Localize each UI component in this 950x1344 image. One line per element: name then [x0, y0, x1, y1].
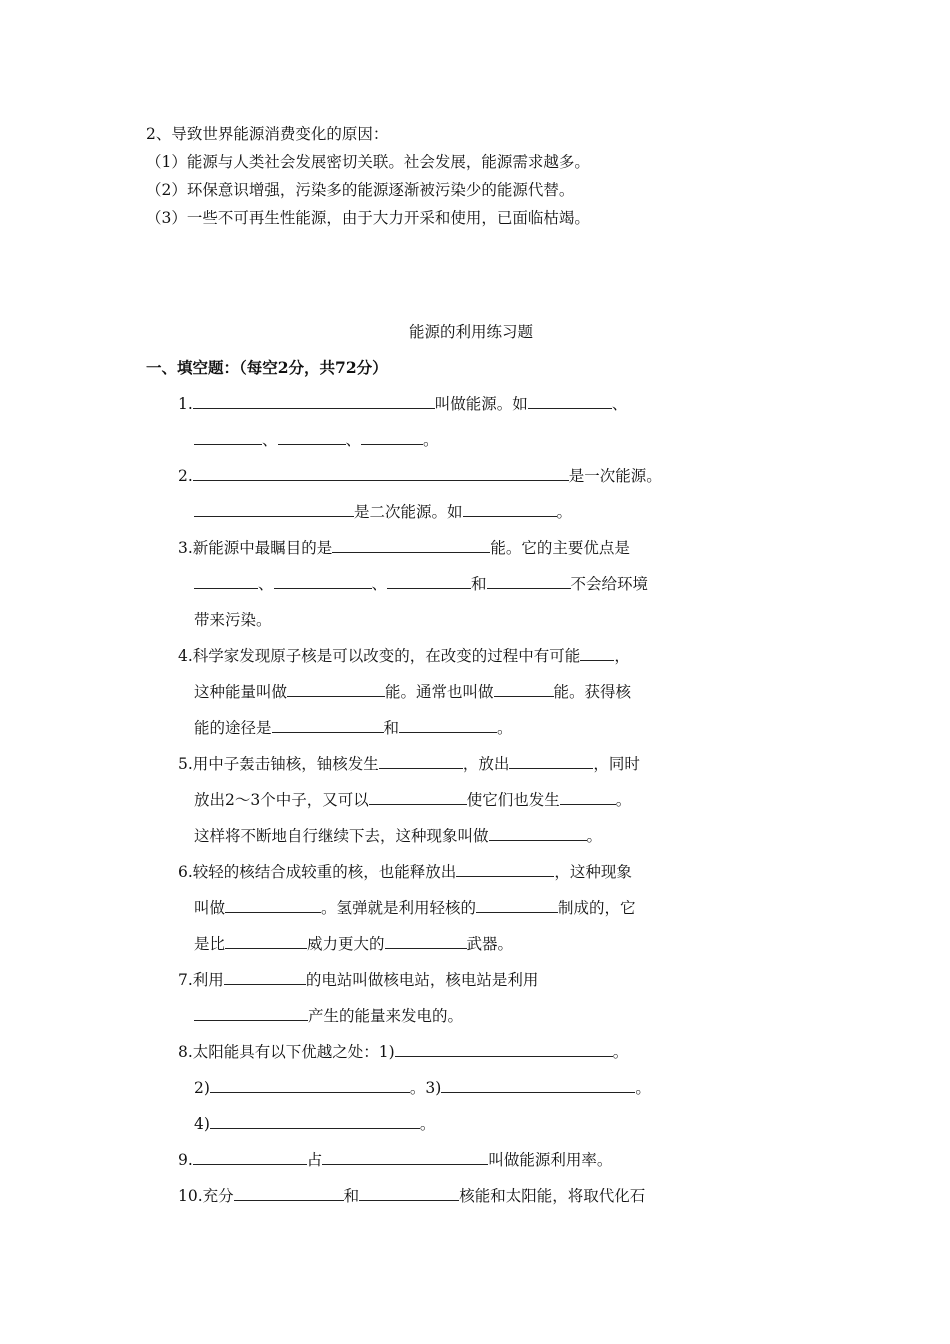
answer-blank[interactable] — [322, 1150, 488, 1165]
question-text: 。氢弹就是利用轻核的 — [321, 899, 477, 917]
answer-blank[interactable] — [387, 574, 471, 589]
intro-line-2 — [146, 152, 590, 172]
answer-blank[interactable] — [274, 574, 372, 589]
question-text: 、 — [258, 575, 274, 593]
question-text: 。 — [419, 1115, 436, 1133]
answer-blank[interactable] — [272, 718, 384, 733]
question-6-line-1 — [178, 862, 632, 882]
question-text: 和 — [471, 575, 487, 593]
answer-blank[interactable] — [580, 646, 614, 661]
question-text: 叫做能源。如 — [434, 395, 528, 413]
answer-blank[interactable] — [210, 1078, 410, 1093]
question-text: 占 — [306, 1151, 323, 1169]
question-3-line-1 — [178, 538, 630, 558]
question-8-line-2 — [194, 1078, 651, 1098]
answer-blank[interactable] — [528, 394, 612, 409]
question-4-line-1 — [178, 646, 630, 666]
question-text: 利用 — [192, 971, 224, 989]
answer-blank[interactable] — [441, 1078, 635, 1093]
question-4-line-2 — [194, 682, 631, 702]
question-text: 、 — [611, 395, 628, 413]
question-text: 放出2～3个中子，又可以 — [194, 791, 369, 809]
answer-blank[interactable] — [489, 826, 587, 841]
answer-blank[interactable] — [194, 502, 354, 517]
question-7-line-2 — [194, 1006, 463, 1026]
question-text: 。 — [556, 503, 573, 521]
question-text: 。 — [615, 791, 632, 809]
question-text: 武器。 — [466, 935, 514, 953]
intro-text-2: （1）能源与人类社会发展密切关联。社会发展，能源需求越多。 — [146, 153, 590, 171]
question-5-line-3 — [194, 826, 602, 846]
question-7-line-1 — [178, 970, 538, 990]
question-2-line-1 — [178, 466, 662, 486]
question-text: 。 — [612, 1043, 629, 1061]
question-1-line-1 — [178, 394, 627, 414]
question-number: 9. — [178, 1151, 193, 1169]
question-text: 核能和太阳能，将取代化石 — [459, 1187, 646, 1205]
answer-blank[interactable] — [193, 394, 435, 409]
question-text: 这种能量叫做 — [194, 683, 288, 701]
intro-line-3 — [146, 180, 574, 200]
question-2-line-2 — [194, 502, 572, 522]
question-text: 能的途径是 — [194, 719, 272, 737]
question-text: 和 — [343, 1187, 360, 1205]
answer-blank[interactable] — [476, 898, 558, 913]
intro-text-4: （3）一些不可再生性能源，由于大力开采和使用，已面临枯竭。 — [146, 209, 590, 227]
question-text: 能。通常也叫做 — [385, 683, 494, 701]
question-text: 、 — [345, 431, 362, 449]
intro-line-1 — [146, 124, 388, 144]
question-text: 产生的能量来发电的。 — [308, 1007, 464, 1025]
intro-text-3: （2）环保意识增强，污染多的能源逐渐被污染少的能源代替。 — [146, 181, 575, 199]
question-text: 是二次能源。如 — [354, 503, 463, 521]
question-text: 是一次能源。 — [568, 467, 662, 485]
question-text: 这样将不断地自行继续下去，这种现象叫做 — [194, 827, 489, 845]
answer-blank[interactable] — [399, 718, 497, 733]
answer-blank[interactable] — [379, 754, 463, 769]
answer-blank[interactable] — [487, 574, 571, 589]
question-text: 2) — [194, 1079, 210, 1097]
question-text: 叫做 — [194, 899, 226, 917]
question-text: 科学家发现原子核是可以改变的，在改变的过程中有可能 — [192, 647, 581, 665]
question-text: 太阳能具有以下优越之处：1) — [192, 1043, 395, 1061]
question-4-line-3 — [194, 718, 513, 738]
question-number: 2. — [178, 467, 193, 485]
answer-blank[interactable] — [456, 862, 554, 877]
answer-blank[interactable] — [225, 934, 307, 949]
question-text: 是比 — [194, 935, 226, 953]
intro-line-4 — [146, 208, 590, 228]
question-text: 能。获得核 — [553, 683, 632, 701]
question-text: ，放出 — [462, 755, 510, 773]
question-text: 不会给环境 — [570, 575, 649, 593]
answer-blank[interactable] — [225, 898, 321, 913]
answer-blank[interactable] — [234, 1186, 344, 1201]
answer-blank[interactable] — [194, 430, 262, 445]
question-number: 8. — [178, 1043, 193, 1061]
answer-blank[interactable] — [194, 574, 258, 589]
answer-blank[interactable] — [463, 502, 557, 517]
question-3-line-3 — [194, 610, 272, 630]
question-text: 叫做能源利用率。 — [488, 1151, 613, 1169]
answer-blank[interactable] — [509, 754, 593, 769]
question-number: 10. — [178, 1187, 203, 1205]
answer-blank[interactable] — [494, 682, 554, 697]
answer-blank[interactable] — [210, 1114, 420, 1129]
answer-blank[interactable] — [395, 1042, 613, 1057]
document-title — [409, 322, 533, 342]
question-text: 、 — [262, 431, 278, 449]
question-text: 、 — [371, 575, 388, 593]
question-10-line-1 — [178, 1186, 645, 1206]
question-text: 制成的，它 — [558, 899, 636, 917]
question-8-line-1 — [178, 1042, 628, 1062]
question-text: ，这种现象 — [554, 863, 632, 881]
question-text: 和 — [383, 719, 400, 737]
question-number: 4. — [178, 647, 193, 665]
section-heading — [146, 358, 388, 378]
question-text: 用中子轰击铀核，铀核发生 — [192, 755, 379, 773]
question-text: 较轻的核结合成较重的核，也能释放出 — [192, 863, 457, 881]
question-text: 。 — [423, 431, 439, 449]
answer-blank[interactable] — [194, 1006, 308, 1021]
question-text: 充分 — [202, 1187, 234, 1205]
question-number: 6. — [178, 863, 193, 881]
question-1-line-2 — [194, 430, 439, 450]
answer-blank[interactable] — [332, 538, 490, 553]
section-heading-text: 一、填空题：（每空2分，共72分） — [146, 358, 388, 377]
question-8-line-3 — [194, 1114, 435, 1134]
question-text: 使它们也发生 — [466, 791, 560, 809]
question-text: 威力更大的 — [307, 935, 385, 953]
question-text: ， — [614, 647, 630, 665]
question-number: 7. — [178, 971, 193, 989]
question-5-line-2 — [194, 790, 631, 810]
document-title-text: 能源的利用练习题 — [409, 323, 534, 341]
question-text: 带来污染。 — [194, 611, 272, 629]
answer-blank[interactable] — [385, 934, 467, 949]
question-number: 3. — [178, 539, 193, 557]
intro-text-1: 2、导致世界能源消费变化的原因： — [146, 125, 389, 143]
question-text: 4) — [194, 1115, 210, 1133]
answer-blank[interactable] — [278, 430, 346, 445]
question-text: 能。它的主要优点是 — [490, 539, 630, 557]
question-3-line-2 — [194, 574, 648, 594]
question-number: 5. — [178, 755, 193, 773]
answer-blank[interactable] — [369, 790, 467, 805]
question-6-line-3 — [194, 934, 513, 954]
answer-blank[interactable] — [193, 1150, 307, 1165]
answer-blank[interactable] — [361, 430, 423, 445]
question-text: 新能源中最瞩目的是 — [192, 539, 333, 557]
question-9-line-1 — [178, 1150, 612, 1170]
question-text: 。 — [497, 719, 513, 737]
question-text: 的电站叫做核电站，核电站是利用 — [305, 971, 539, 989]
answer-blank[interactable] — [224, 970, 306, 985]
question-text: ，同时 — [593, 755, 640, 773]
question-number: 1. — [178, 395, 193, 413]
question-5-line-1 — [178, 754, 640, 774]
question-text: 。 — [586, 827, 603, 845]
answer-blank[interactable] — [287, 682, 385, 697]
answer-blank[interactable] — [193, 466, 569, 481]
question-6-line-2 — [194, 898, 636, 918]
answer-blank[interactable] — [560, 790, 616, 805]
question-text: 。3) — [409, 1079, 442, 1097]
question-text: 。 — [635, 1079, 651, 1097]
answer-blank[interactable] — [359, 1186, 459, 1201]
